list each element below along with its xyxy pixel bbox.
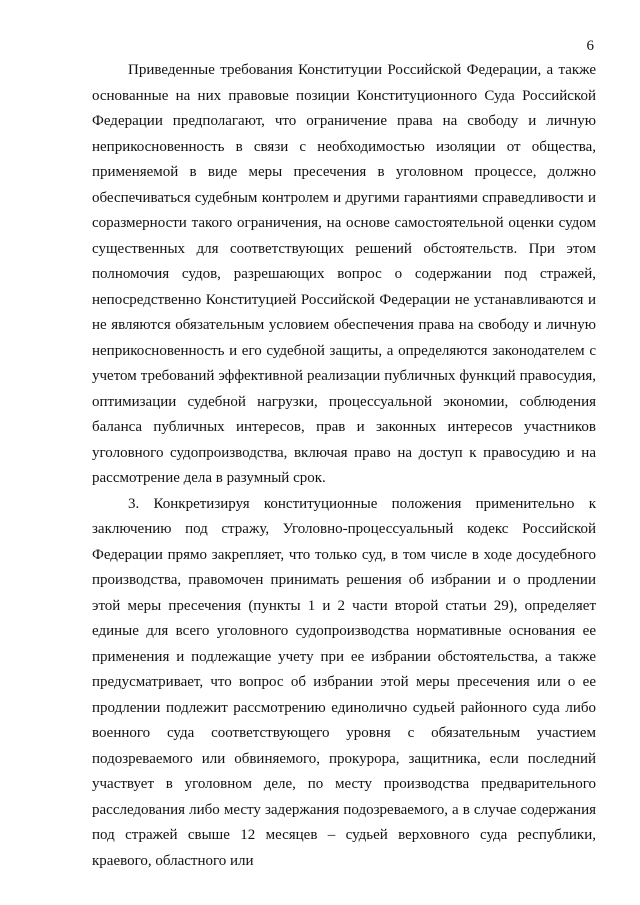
paragraph: Приведенные требования Конституции Российской Федерации, а также основанные на них правовые позиции Конституционного Суда Российской Федерации предполагают, что ограничение права на свободу и личную неприкосновенность в связи с необходимостью изоляции от общества, применяемой в виде меры пресечения в уголовном процессе, должно обеспечиваться судебным контролем и другими гарантиями справедливости и соразмерности такого ограничения, на основе самостоятельной оценки судом существенных для соответствующих решений обстоятельств. При этом полномочия судов, разрешающих вопрос о содержании под стражей, непосредственно Конституцией Российской Федерации не устанавливаются и не являются обязательным условием обеспечения права на свободу и личную неприкосновенность и его судебной защиты, а определяются законодателем с учетом требований эффективной реализации публичных функций правосудия, оптимизации судебной нагрузки, процессуальной экономии, соблюдения баланса публичных интересов, прав и законных интересов участников уголовного судопроизводства, включая право на доступ к правосудию и на рассмотрение дела в разумный срок. — [92, 62, 596, 486]
document-body — [92, 58, 596, 874]
paragraph: 3. Конкретизируя конституционные положения применительно к заключению под стражу, Уголовно-процессуальный кодекс Российской Федерации прямо закрепляет, что только суд, в том числе в ходе досудебного производства, правомочен принимать решения об избрании и о продлении этой меры пресечения (пункты 1 и 2 части второй статьи 29), определяет единые для всего уголовного судопроизводства нормативные основания ее применения и подлежащие учету при ее избрании обстоятельства, а также предусматривает, что вопрос об избрании этой меры пресечения или о ее продлении подлежит рассмотрению единолично судьей районного суда либо военного суда соответствующего уровня с обязательным участием подозреваемого или обвиняемого, прокурора, защитника, если последний участвует в уголовном деле, по месту производства предварительного расследования либо месту задержания подозреваемого, а в случае содержания под стражей свыше 12 месяцев – судьей верховного суда республики, краевого, областного или — [92, 495, 596, 869]
page-number: 6 — [586, 38, 594, 54]
